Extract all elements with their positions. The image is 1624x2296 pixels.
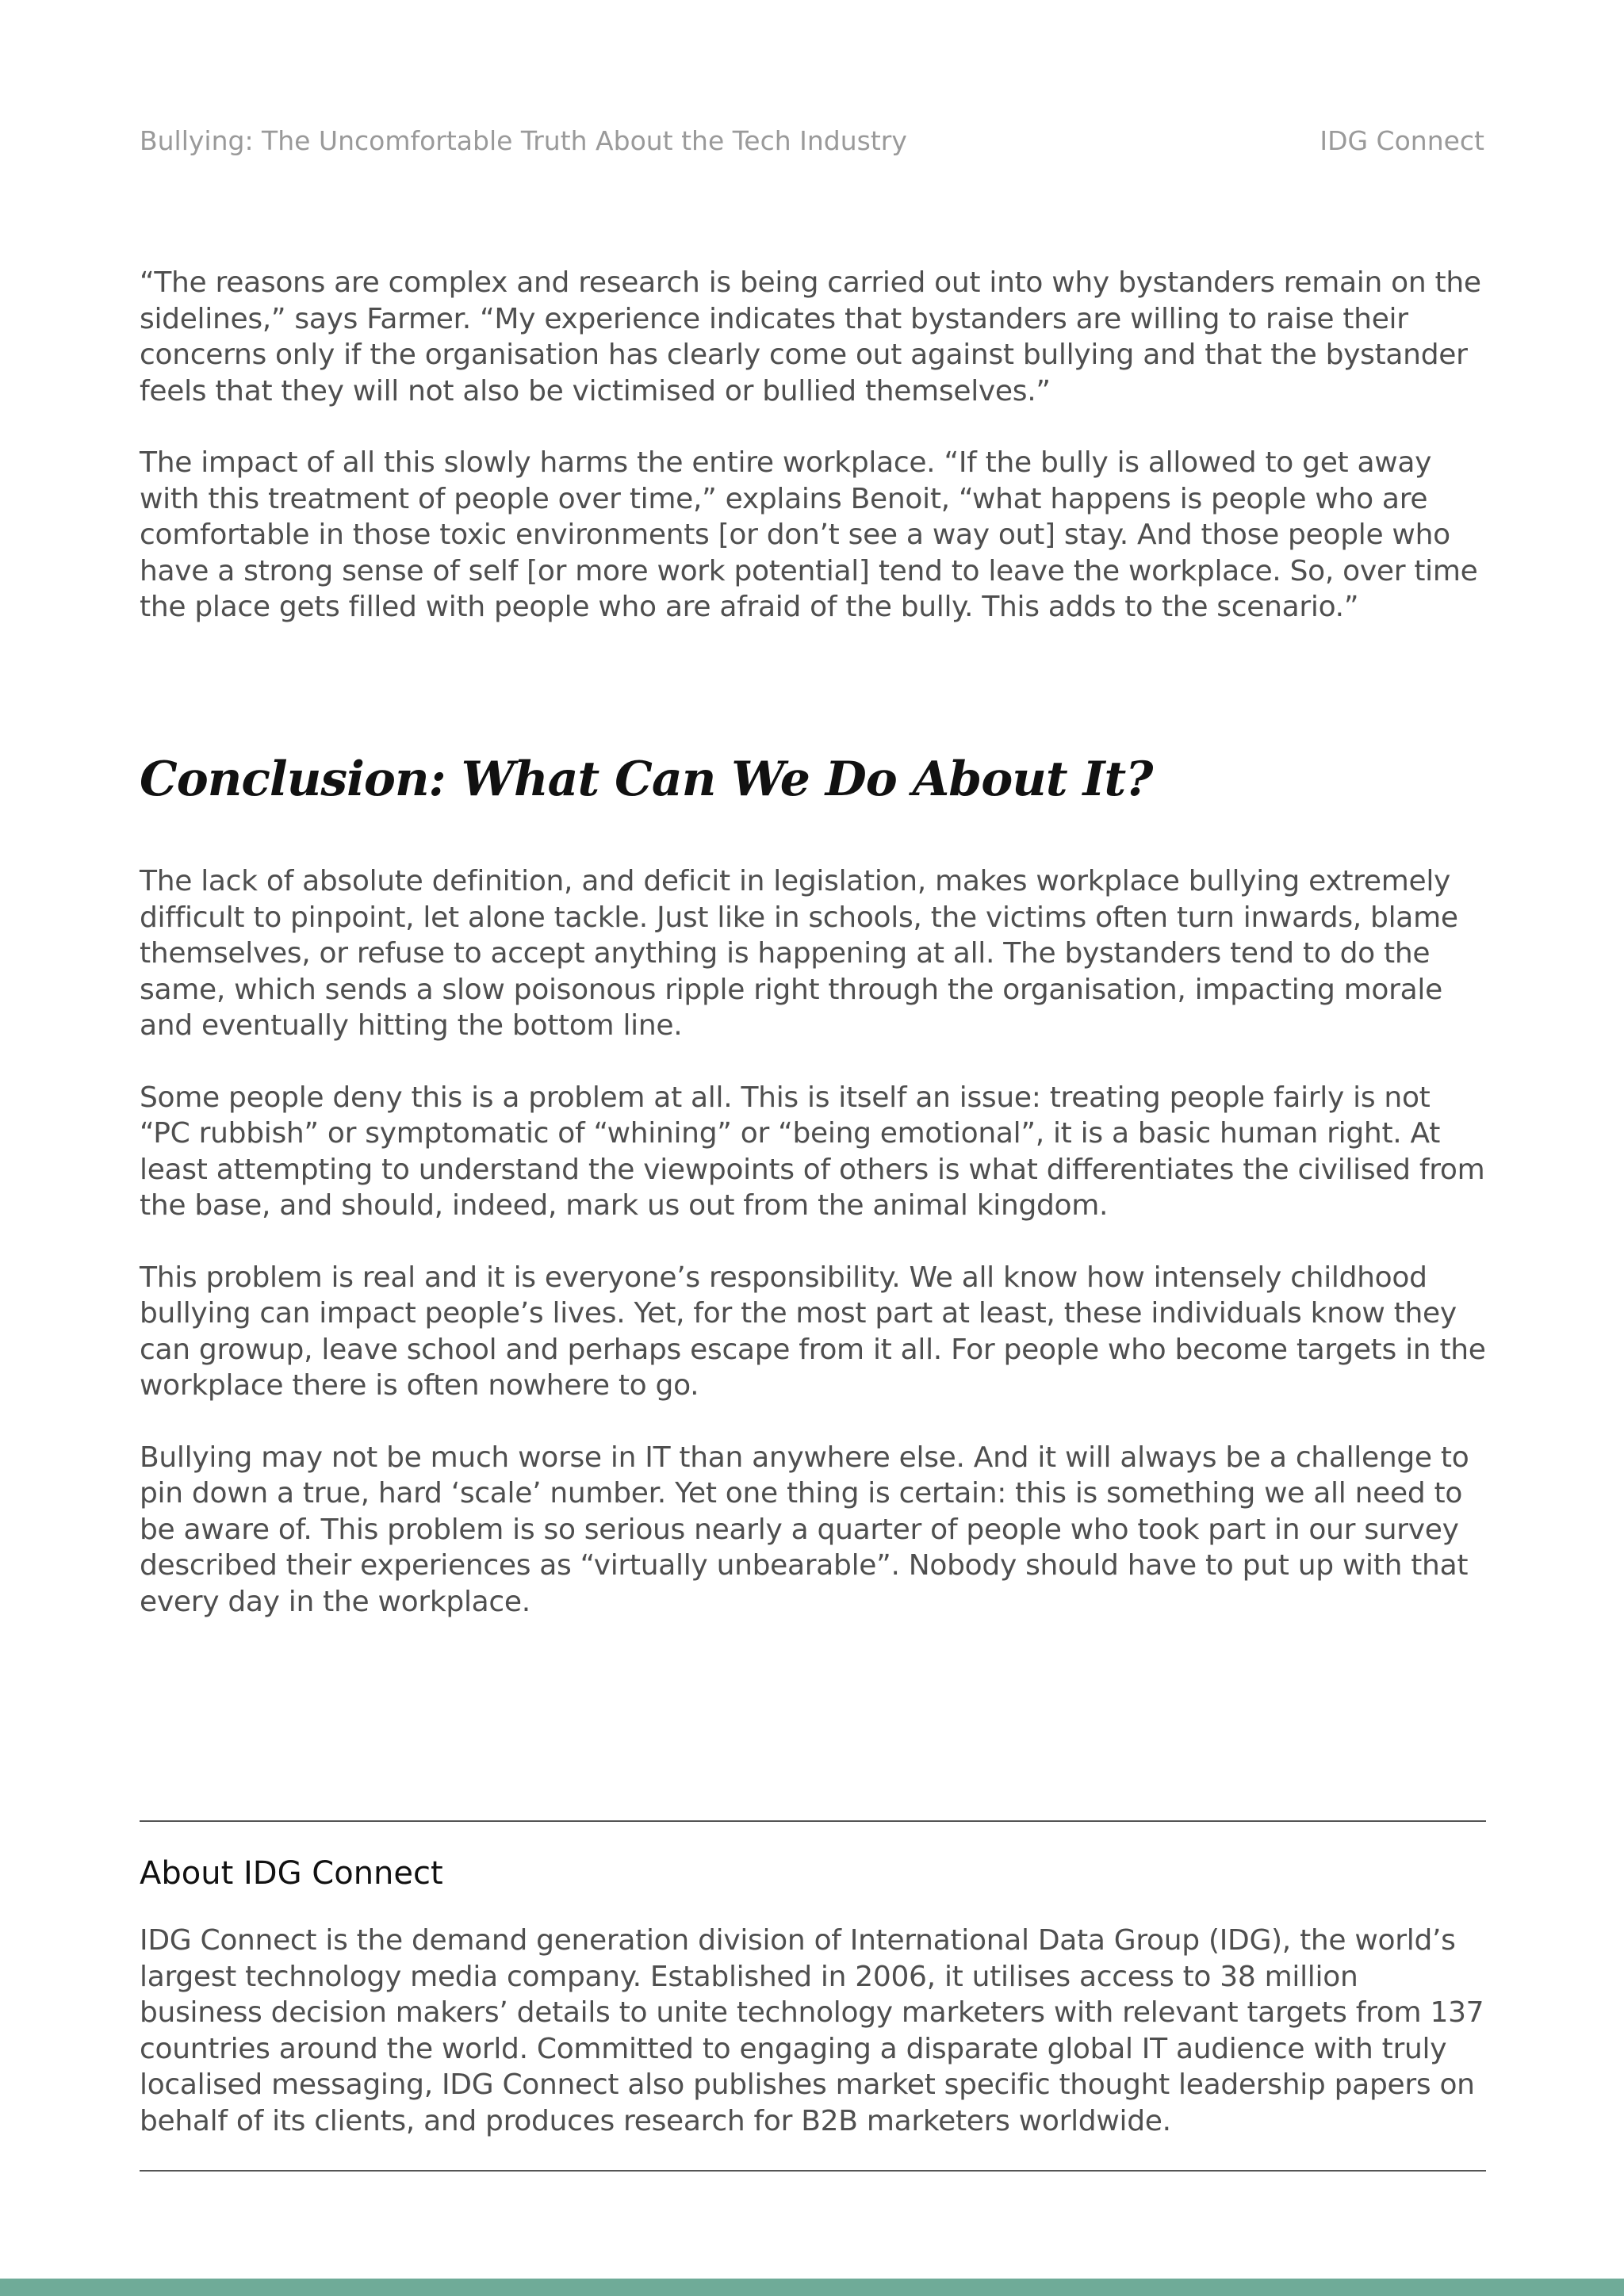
paragraph: The lack of absolute definition, and deficit in legislation, makes workplace bullying extremely difficult to pinpoint, let alone tackle. Just like in schools, the victims often turn inwards, blame themselves, or refuse to accept anything is happening at all. The bystanders tend to do the same, which sends a slow poisonous ripple right through the organisation, impacting morale and eventually hitting the bottom line. — [140, 865, 1458, 1042]
section-heading: Conclusion: What Can We Do About It? — [140, 752, 1153, 807]
footer-accent-bar — [0, 2279, 1624, 2296]
intro-section — [140, 265, 1486, 661]
paragraph: The impact of all this slowly harms the entire workplace. “If the bully is allowed to get away with this treatment of people over time,” explains Benoit, “what happens is people who are comfortable in those toxic environments [or don’t see a way out] stay. And those people who have a strong sense of self [or more work potential] tend to leave the workplace. So, over time the place gets filled with people who are afraid of the bully. This adds to the scenario.” — [140, 446, 1478, 623]
paragraph: “The reasons are complex and research is being carried out into why bystanders remain on the sidelines,” says Farmer. “My experience indicates that bystanders are willing to raise their concerns only if the organisation has clearly come out against bullying and that the bystander feels that they will not also be victimised or bullied themselves.” — [140, 266, 1481, 408]
running-header — [140, 121, 1484, 160]
document-title: Bullying: The Uncomfortable Truth About the Tech Industry — [140, 124, 907, 156]
divider-top — [140, 1820, 1486, 1822]
paragraph: This problem is real and it is everyone’s responsibility. We all know how intensely childhood bullying can impact people’s lives. Yet, for the most part at least, these individuals know they can growup, leave school and perhaps escape from it all. For people who become targets in the workplace there is often nowhere to go. — [140, 1261, 1486, 1402]
publisher-name: IDG Connect — [1320, 124, 1484, 156]
about-paragraph: IDG Connect is the demand generation division of International Data Group (IDG), the world’s largest technology media company. Established in 2006, it utilises access to 38 million business decision makers’ details to unite technology marketers with relevant targets from 137 countries around the world. Committed to engaging a disparate global IT audience with truly localised messaging, IDG Connect also publishes market specific thought leadership papers on behalf of its clients, and produces research for B2B marketers worldwide. — [140, 1924, 1484, 2137]
conclusion-section — [140, 863, 1486, 1655]
paragraph: Bullying may not be much worse in IT than anywhere else. And it will always be a challenge to pin down a true, hard ‘scale’ number. Yet one thing is certain: this is something we all need to be aware of. This problem is so serious nearly a quarter of people who took part in our survey described their experiences as “virtually unbearable”. Nobody should have to put up with that every day in the workplace. — [140, 1441, 1469, 1618]
about-heading: About IDG Connect — [140, 1855, 443, 1892]
paragraph: Some people deny this is a problem at all. This is itself an issue: treating people fairly is not “PC rubbish” or symptomatic of “whining” or “being emotional”, it is a basic human right. At least attempting to understand the viewpoints of others is what differentiates the civilised from the base, and should, indeed, mark us out from the animal kingdom. — [140, 1081, 1485, 1222]
divider-bottom — [140, 2170, 1486, 2172]
